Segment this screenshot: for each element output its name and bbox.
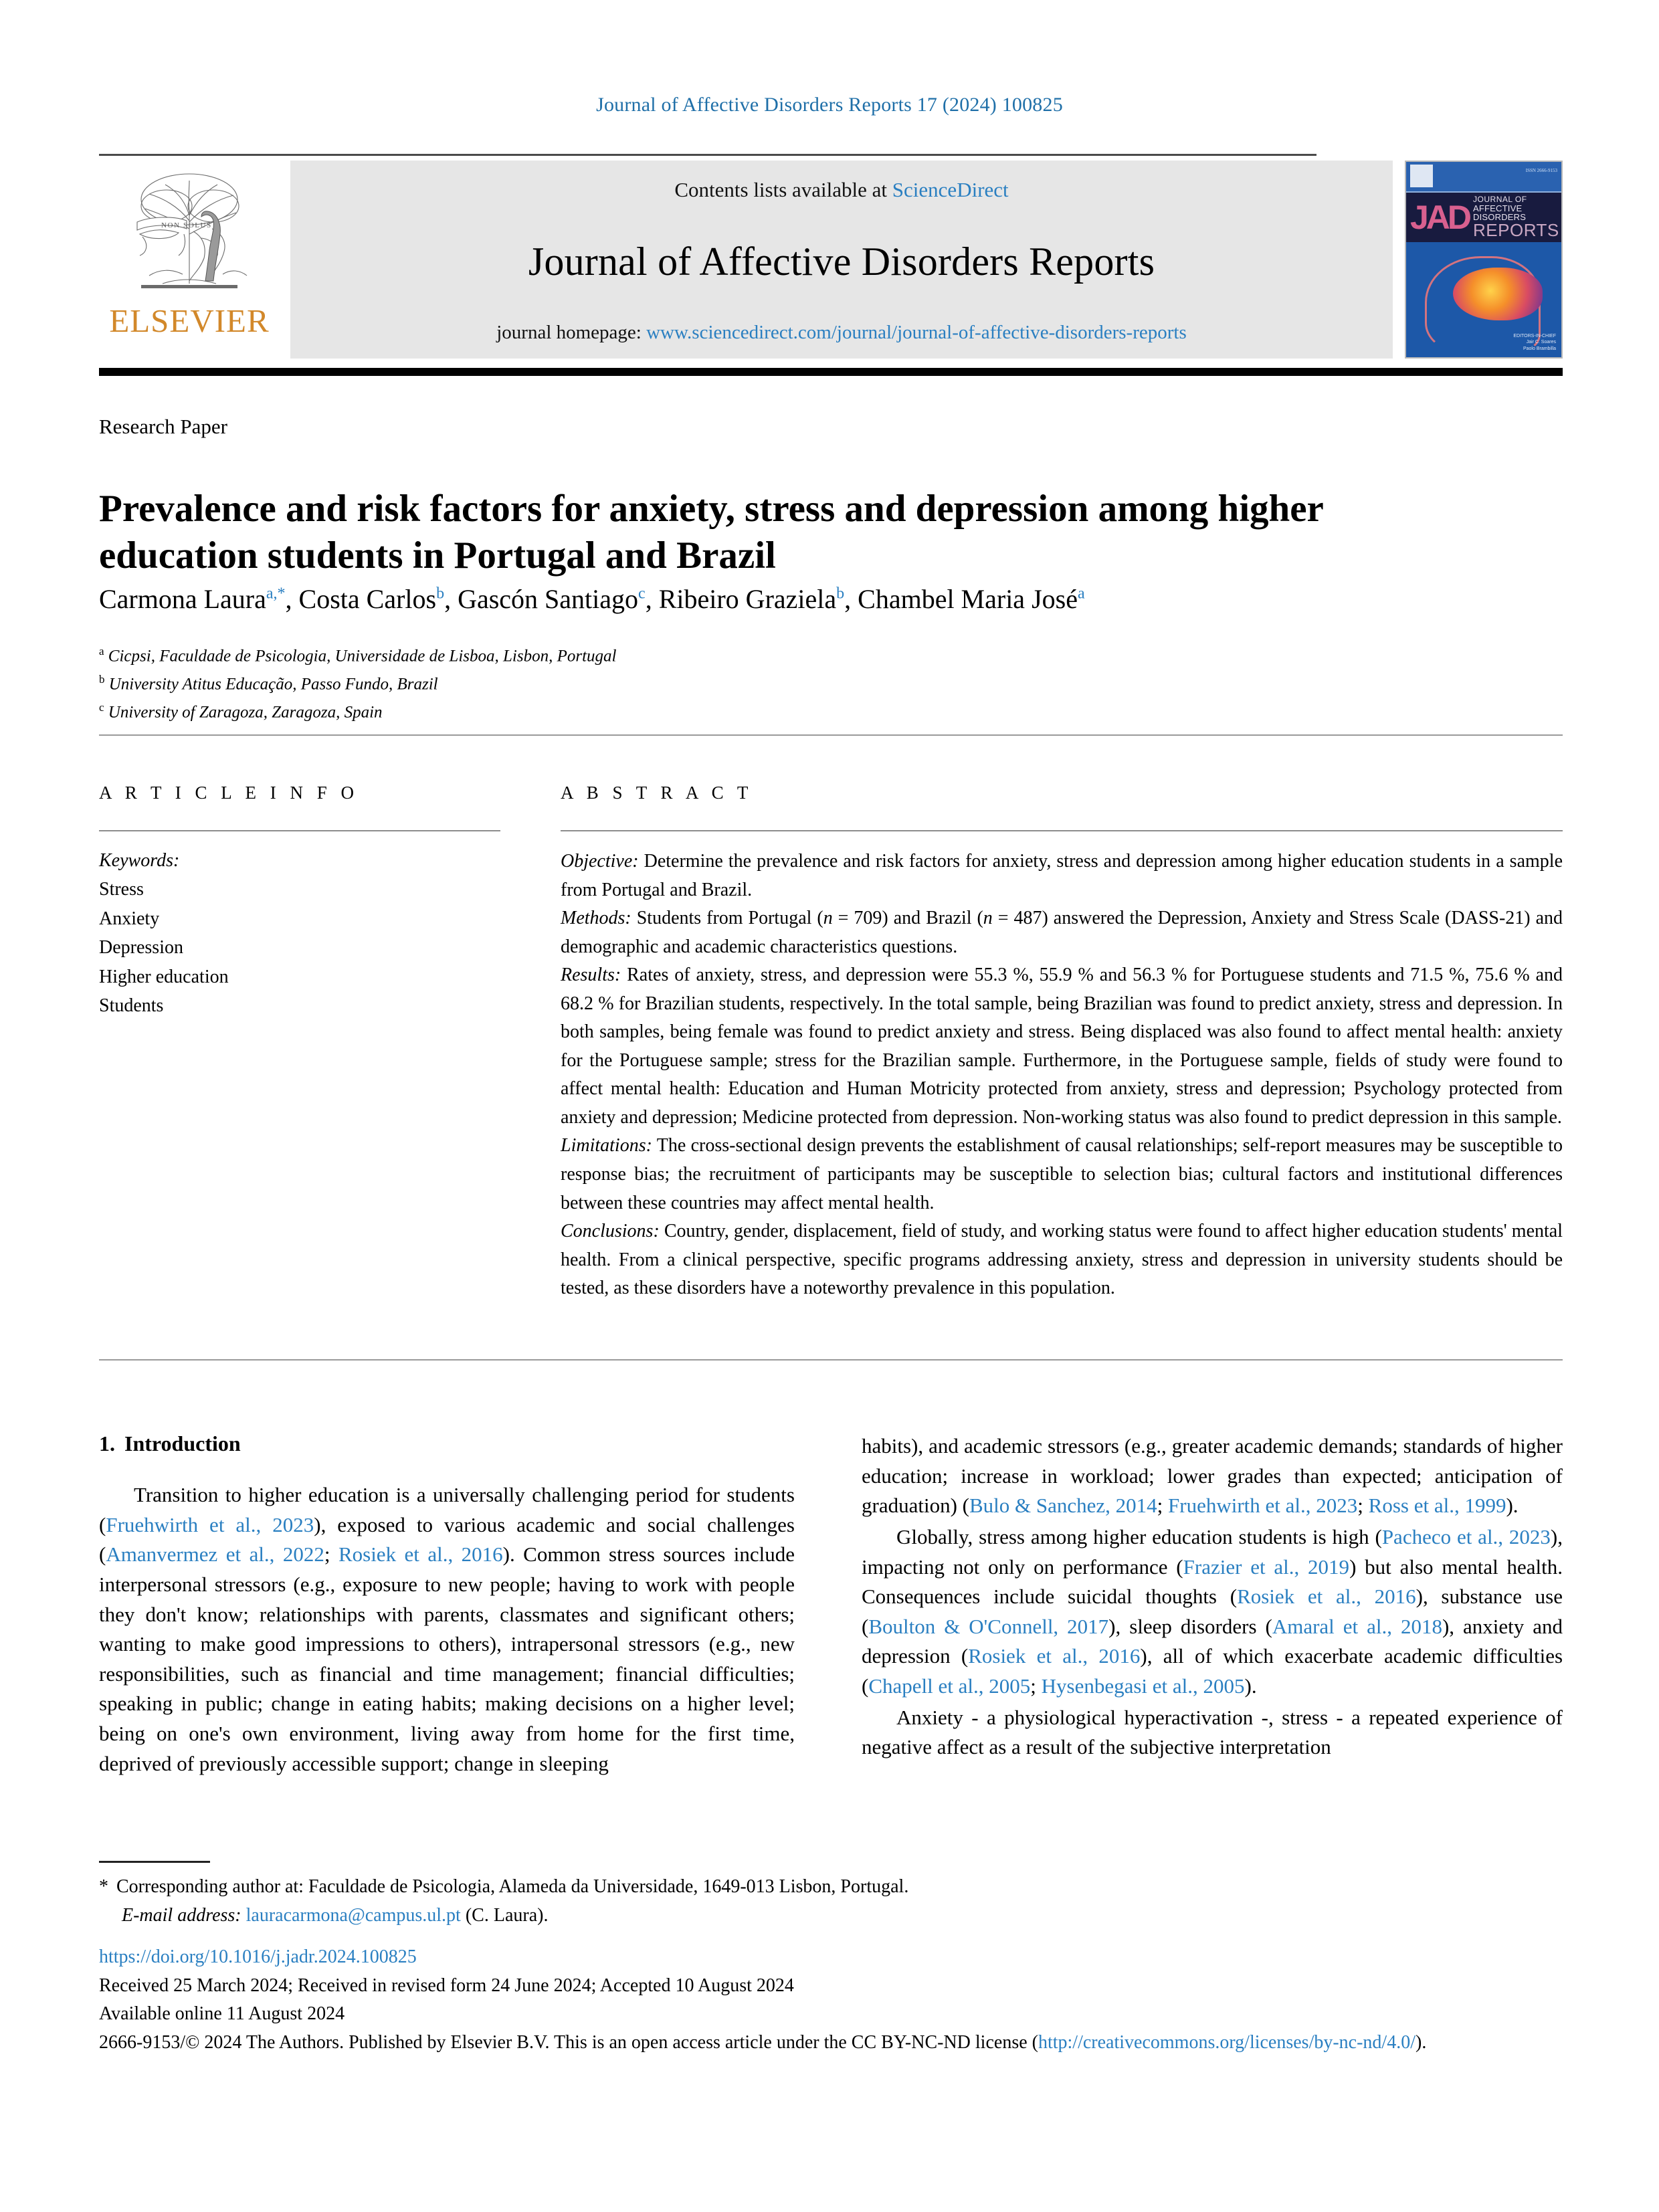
affiliation-item: $^b$ University Atitus Educação, Passo Fundo, Brazil — [99, 672, 438, 694]
email-link[interactable]: lauracarmona@campus.ul.pt — [246, 1904, 461, 1926]
body-column-left — [99, 1431, 795, 1779]
citation-link[interactable]: Frazier et al., 2019 — [1183, 1554, 1350, 1579]
body-paragraph: Globally, stress among higher education students is high (Pacheco et al., 2023), impacting not only on performance (Frazier et al., 2019) but also mental health. Consequences include suicidal thoughts (Rosiek et al., 2016), substance use (Boulton & O'Connell, 2017), sleep disorders (Amaral et al., 2018), anxiety and depression (Rosiek et al., 2016), all of which exacerbate academic difficulties (Chapell et al., 2005; Hysenbegasi et al., 2005). — [862, 1524, 1563, 1698]
cover-top-strip — [1406, 162, 1561, 193]
contents-prefix: Contents lists available at — [674, 178, 892, 201]
brain-heatmap-icon — [1453, 268, 1543, 320]
masthead-bottom-rule — [99, 368, 1563, 376]
document-type-label: Research Paper — [99, 415, 227, 438]
elsevier-logo — [99, 161, 280, 359]
doi-link[interactable]: https://doi.org/10.1016/j.jadr.2024.100825 — [99, 1946, 417, 1967]
corresponding-author-line — [99, 1873, 1236, 1902]
journal-title: Journal of Affective Disorders Reports — [528, 239, 1155, 284]
citation-link[interactable]: Rosiek et al., 2016 — [968, 1644, 1141, 1668]
introduction-right-text — [862, 1431, 1563, 1763]
page-title: Prevalence and risk factors for anxiety, stress and depression among higher education students in Portugal and Brazil — [99, 488, 1323, 577]
copyright-suffix: ). — [1416, 2031, 1427, 2053]
cover-line-1: JOURNAL OF — [1473, 195, 1527, 205]
footnote-rule — [99, 1861, 210, 1863]
abstract-heading: A B S T R A C T — [561, 783, 753, 803]
journal-homepage-link[interactable]: www.sciencedirect.com/journal/journal-of-affective-disorders-reports — [646, 322, 1187, 343]
body-paragraph: Transition to higher education is a universally challenging period for students (Fruehwirth et al., 2023), exposed to various academic and social challenges (Amanvermez et al., 2022; Rosiek et al., 2016). Common stress sources include interpersonal stressors (e.g., exposure to new people; having to work with people they don't know; relationships with parents, classmates and significant others; wanting to make good impressions to others), intrapersonal stressors (e.g., new responsibilities, such as financial and time management; financial difficulties; speaking in public; change in eating habits; making decisions on a higher level; being on one's own environment, living away from home for the first time, deprived of previously accessible support; change in sleeping — [99, 1483, 795, 1775]
cover-line-2: AFFECTIVE DISORDERS — [1473, 203, 1527, 222]
abstract-methods — [561, 904, 1563, 961]
methods-n-portugal: n — [823, 908, 833, 929]
elsevier-tree-icon — [122, 165, 256, 302]
objective-label: Objective: — [561, 851, 639, 872]
keyword-item: Students — [99, 995, 164, 1016]
cover-title-words — [1473, 195, 1559, 239]
affiliation-mark: b — [99, 672, 105, 686]
author-name: Ribeiro Graziela — [658, 584, 837, 614]
author-affiliation-mark: a,* — [266, 585, 286, 603]
citation-link[interactable]: Ross et al., 1999 — [1368, 1494, 1506, 1518]
copyright-line — [99, 2029, 1563, 2057]
section-number: 1. — [99, 1431, 115, 1455]
section-heading-introduction — [99, 1431, 795, 1456]
methods-n-brazil: n — [983, 908, 993, 929]
cover-jad-logo: JAD — [1410, 199, 1470, 236]
title-divider — [99, 734, 1563, 736]
citation-link[interactable]: Rosiek et al., 2016 — [338, 1542, 503, 1567]
article-info-heading: A R T I C L E I N F O — [99, 783, 359, 803]
corresponding-author-text: Corresponding author at: Faculdade de Psicologia, Alameda da Universidade, 1649-013 Lisbon, Portugal. — [116, 1876, 909, 1897]
cover-elsevier-icon — [1410, 165, 1433, 187]
author-affiliation-mark: a — [1077, 585, 1085, 603]
editor-1: Jair C. Soares — [1526, 340, 1556, 345]
email-label: E-mail address: — [122, 1904, 241, 1926]
section-title: Introduction — [124, 1431, 241, 1455]
methods-text-c: = 487) answered the Depression, Anxiety and Stress Scale (DASS-21) and demographic and academic characteristics questions. — [561, 908, 1563, 957]
citation-link[interactable]: Amanvermez et al., 2022 — [106, 1542, 324, 1567]
cover-title-band — [1406, 193, 1561, 242]
conclusions-text: Country, gender, displacement, field of study, and working status were found to affect higher education students' mental health. From a clinical perspective, specific programs addressing anxiety, stress and depression in university students should be tested, as these disorders have a noteworthy prevalence in this population. — [561, 1221, 1563, 1299]
article-info-rule — [99, 830, 500, 831]
masthead-banner — [290, 161, 1393, 359]
corresponding-author-note — [99, 1873, 1236, 1930]
keyword-item: Higher education — [99, 966, 229, 987]
limitations-text: The cross-sectional design prevents the establishment of causal relationships; self-report measures may be susceptible to response bias; the recruitment of participants may be susceptible to selection bias; cultural factors and institutional differences between these countries may affect mental health. — [561, 1135, 1563, 1213]
methods-text-b: = 709) and Brazil ( — [832, 908, 983, 929]
citation-link[interactable]: Bulo & Sanchez, 2014 — [969, 1494, 1157, 1518]
abstract-limitations — [561, 1132, 1563, 1217]
running-head: Journal of Affective Disorders Reports 17 (2024) 100825 — [596, 94, 1063, 116]
license-link[interactable]: http://creativecommons.org/licenses/by-nc-nd/4.0/ — [1038, 2031, 1416, 2053]
author-affiliation-mark: b — [436, 585, 445, 603]
affiliation-list — [99, 642, 1303, 726]
affiliation-item: $^a$ Cicpsi, Faculdade de Psicologia, Universidade de Lisboa, Lisbon, Portugal — [99, 645, 617, 666]
affiliation-mark: c — [99, 700, 104, 714]
copyright-prefix: 2666-9153/© 2024 The Authors. Published by Elsevier B.V. This is an open access article under the CC BY-NC-ND license ( — [99, 2031, 1038, 2053]
author-list: Carmona Laura$^{a,*}$, Costa Carlos$^b$, Gascón Santiago$^c$, Ribeiro Graziela$^b$, Chambel Maria José$^a$ — [99, 584, 1085, 614]
abstract-conclusions — [561, 1217, 1563, 1303]
imprint-block — [99, 1943, 1563, 2057]
body-paragraph: Anxiety - a physiological hyperactivation -, stress - a repeated experience of negative affect as a result of the subjective interpretation — [862, 1705, 1563, 1759]
citation-link[interactable]: Hysenbegasi et al., 2005 — [1041, 1674, 1245, 1698]
author-name: Chambel Maria José — [858, 584, 1078, 614]
citation-link[interactable]: Rosiek et al., 2016 — [1237, 1585, 1416, 1609]
masthead-top-rule — [99, 154, 1316, 156]
sciencedirect-link[interactable]: ScienceDirect — [892, 178, 1009, 201]
citation-link[interactable]: Pacheco et al., 2023 — [1381, 1524, 1551, 1548]
keyword-item: Anxiety — [99, 908, 160, 929]
email-suffix: (C. Laura). — [465, 1904, 549, 1926]
citation-link[interactable]: Fruehwirth et al., 2023 — [106, 1512, 314, 1536]
keywords-items — [99, 875, 500, 1020]
results-text: Rates of anxiety, stress, and depression were 55.3 %, 55.9 % and 56.3 % for Portuguese students and 71.5 %, 75.6 % and 68.2 % for Brazilian students, respectively. In the total sample, being Brazilian was found to predict anxiety, stress and depression. In both samples, being female was found to predict anxiety and stress. Being displaced was also found to affect mental health: anxiety for the Portuguese sample; stress for the Brazilian sample. Furthermore, in the Portuguese sample, fields of study were found to affect mental health: Education and Human Motricity protected from anxiety, stress and depression; Psychology protected from anxiety and depression; Medicine protected from depression. Non-working status was also found to predict depression in this sample. — [561, 965, 1563, 1128]
author-affiliation-mark: c — [638, 585, 646, 603]
cover-editors — [1513, 333, 1556, 352]
citation-link[interactable]: Fruehwirth et al., 2023 — [1168, 1494, 1358, 1518]
citation-link[interactable]: Boulton & O'Connell, 2017 — [868, 1614, 1109, 1638]
elsevier-wordmark: ELSEVIER — [109, 302, 270, 339]
affiliation-item: $^c$ University of Zaragoza, Zaragoza, Spain — [99, 700, 383, 721]
cover-issn: ISSN 2666-9153 — [1525, 168, 1557, 173]
author-name: Gascón Santiago — [458, 584, 639, 614]
keyword-item: Depression — [99, 937, 183, 959]
keywords-block — [99, 846, 500, 1020]
methods-text-a: Students from Portugal ( — [631, 908, 823, 929]
cover-line-3: REPORTS — [1473, 220, 1559, 241]
methods-label: Methods: — [561, 908, 631, 929]
journal-masthead — [99, 154, 1563, 376]
received-dates: Received 25 March 2024; Received in revised form 24 June 2024; Accepted 10 August 2024 — [99, 1975, 794, 1996]
author-name: Costa Carlos — [298, 584, 437, 614]
keywords-label: Keywords: — [99, 850, 180, 871]
abstract-bottom-divider — [99, 1359, 1563, 1361]
introduction-left-text — [99, 1480, 795, 1779]
editor-2: Paolo Brambilla — [1523, 346, 1556, 351]
body-column-right — [862, 1431, 1563, 1763]
journal-cover-thumbnail — [1405, 161, 1563, 359]
author-affiliation-mark: b — [836, 585, 845, 603]
abstract-rule — [561, 830, 1563, 831]
abstract-objective — [561, 847, 1563, 904]
homepage-prefix: journal homepage: — [496, 322, 647, 343]
objective-text: Determine the prevalence and risk factors for anxiety, stress and depression among higher education students in a sample from Portugal and Brazil. — [561, 851, 1563, 900]
asterisk-icon: * — [99, 1876, 108, 1897]
email-line — [99, 1902, 1236, 1930]
editors-label: EDITORS-IN-CHIEF — [1513, 333, 1556, 338]
abstract-body — [561, 847, 1563, 1303]
abstract-results — [561, 961, 1563, 1132]
body-paragraph: habits), and academic stressors (e.g., greater academic demands; standards of higher education; increase in workload; lower grades than expected; anticipation of graduation) (Bulo & Sanchez, 2014; Fruehwirth et al., 2023; Ross et al., 1999). — [862, 1434, 1563, 1518]
limitations-label: Limitations: — [561, 1135, 652, 1157]
results-label: Results: — [561, 965, 621, 986]
conclusions-label: Conclusions: — [561, 1221, 660, 1242]
available-online: Available online 11 August 2024 — [99, 2003, 345, 2025]
journal-homepage-line — [496, 322, 1187, 344]
affiliation-mark: a — [99, 645, 104, 658]
citation-link[interactable]: Amaral et al., 2018 — [1272, 1614, 1442, 1638]
abstract-column — [561, 783, 1563, 1303]
contents-lists-line — [674, 178, 1008, 202]
cover-brain-artwork — [1406, 242, 1561, 357]
author-name: Carmona Laura — [99, 584, 266, 614]
citation-link[interactable]: Chapell et al., 2005 — [868, 1674, 1031, 1698]
article-info-column — [99, 783, 500, 1020]
keyword-item: Stress — [99, 879, 144, 900]
non-solus-motto: NON SOLUS — [161, 221, 212, 229]
